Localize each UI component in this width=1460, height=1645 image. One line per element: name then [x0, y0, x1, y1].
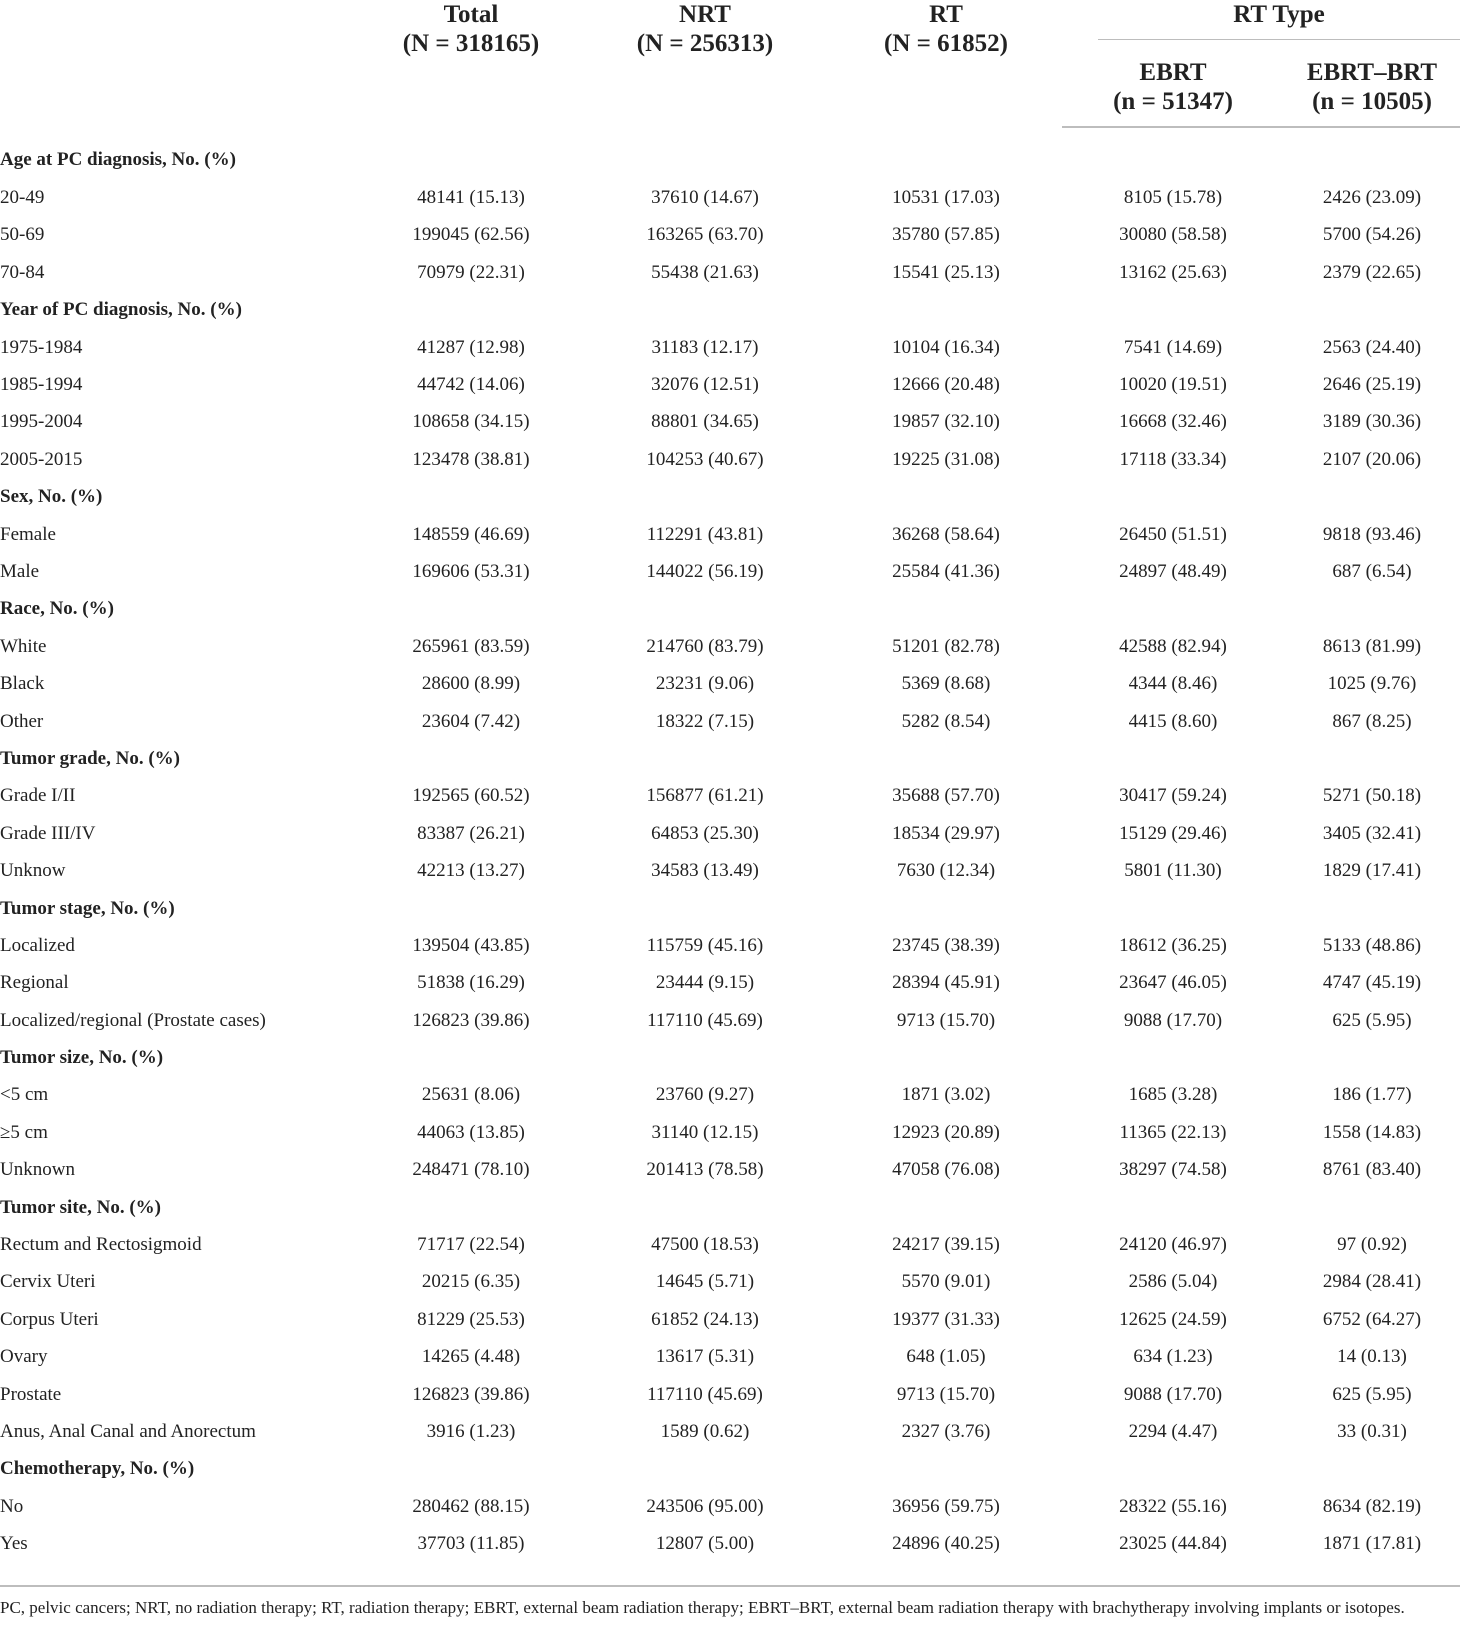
- rt-cell: 10104 (16.34): [892, 336, 1000, 358]
- table-row: [0, 927, 1460, 964]
- ebrt-cell: 24120 (46.97): [1119, 1234, 1227, 1256]
- nrt-cell: 23444 (9.15): [655, 972, 755, 994]
- total-cell: 148559 (46.69): [412, 523, 530, 545]
- ebrt-cell: [1062, 1189, 1284, 1226]
- row-label: No: [0, 1495, 24, 1517]
- header-ebrt-name: EBRT: [1139, 59, 1207, 86]
- row-label: Prostate: [0, 1383, 62, 1405]
- total-cell: [362, 890, 580, 927]
- section-header-row: [0, 1451, 1460, 1488]
- row-label: Anus, Anal Canal and Anorectum: [0, 1420, 256, 1442]
- total-cell: 126823 (39.86): [412, 1383, 530, 1405]
- nrt-cell: 115759 (45.16): [646, 934, 764, 956]
- table-row: [0, 441, 1460, 478]
- row-label: Localized/regional (Prostate cases): [0, 1009, 266, 1031]
- table-row: [0, 329, 1460, 366]
- header-blank: [0, 0, 362, 127]
- table-row: [0, 1525, 1460, 1562]
- section-header-row: [0, 740, 1460, 777]
- rt-cell: 10531 (17.03): [892, 187, 1000, 209]
- header-rt-n: (N = 61852): [884, 30, 1008, 57]
- section-label: Year of PC diagnosis, No. (%): [0, 299, 242, 321]
- total-cell: 70979 (22.31): [417, 261, 525, 283]
- header-nrt-name: NRT: [679, 1, 731, 28]
- rt-cell: 51201 (82.78): [892, 635, 1000, 657]
- total-cell: 3916 (1.23): [426, 1420, 516, 1442]
- rt-cell: 7630 (12.34): [896, 860, 996, 882]
- total-cell: [362, 1039, 580, 1076]
- total-cell: 108658 (34.15): [412, 411, 530, 433]
- rt-cell: 36956 (59.75): [892, 1495, 1000, 1517]
- row-label: Female: [0, 523, 56, 545]
- rt-cell: 9713 (15.70): [896, 1009, 996, 1031]
- total-cell: [362, 1451, 580, 1488]
- header-total-name: Total: [443, 1, 499, 28]
- nrt-cell: [580, 890, 830, 927]
- rt-cell: 36268 (58.64): [892, 523, 1000, 545]
- rt-cell: 648 (1.05): [906, 1346, 986, 1368]
- nrt-cell: 23231 (9.06): [655, 673, 755, 695]
- table-row: [0, 254, 1460, 291]
- ebrt-brt-cell: 5133 (48.86): [1322, 934, 1422, 956]
- rt-cell: [830, 1039, 1062, 1076]
- rt-cell: [830, 1189, 1062, 1226]
- row-label: 1985-1994: [0, 374, 83, 396]
- total-cell: 126823 (39.86): [412, 1009, 530, 1031]
- nrt-cell: 12807 (5.00): [655, 1533, 755, 1555]
- rt-cell: 47058 (76.08): [892, 1159, 1000, 1181]
- nrt-cell: 55438 (21.63): [651, 261, 759, 283]
- ebrt-cell: 10020 (19.51): [1119, 374, 1227, 396]
- table-row: [0, 628, 1460, 665]
- row-label: Grade I/II: [0, 785, 76, 807]
- row-label: Yes: [0, 1533, 28, 1555]
- row-label: Grade III/IV: [0, 822, 96, 844]
- ebrt-brt-cell: 625 (5.95): [1332, 1383, 1412, 1405]
- section-header-row: [0, 127, 1460, 179]
- nrt-cell: [580, 127, 830, 179]
- table-row: [0, 1339, 1460, 1376]
- rt-cell: [830, 127, 1062, 179]
- header-nrt: [580, 0, 830, 127]
- ebrt-cell: [1062, 890, 1284, 927]
- ebrt-cell: 4344 (8.46): [1128, 673, 1218, 695]
- table-row: [0, 366, 1460, 403]
- ebrt-cell: 2294 (4.47): [1128, 1420, 1218, 1442]
- ebrt-cell: 8105 (15.78): [1123, 187, 1223, 209]
- total-cell: [362, 591, 580, 628]
- rt-cell: 2327 (3.76): [901, 1420, 991, 1442]
- ebrt-brt-cell: [1284, 591, 1460, 628]
- nrt-cell: 61852 (24.13): [651, 1308, 759, 1330]
- rt-cell: [830, 890, 1062, 927]
- nrt-cell: 31140 (12.15): [651, 1121, 759, 1143]
- nrt-cell: 34583 (13.49): [651, 860, 759, 882]
- table-body: [0, 127, 1460, 1563]
- section-header-row: [0, 890, 1460, 927]
- section-label: Tumor size, No. (%): [0, 1047, 164, 1069]
- ebrt-brt-cell: 2379 (22.65): [1322, 261, 1422, 283]
- nrt-cell: 214760 (83.79): [646, 635, 764, 657]
- rt-cell: 24217 (39.15): [892, 1234, 1000, 1256]
- row-label: <5 cm: [0, 1084, 49, 1106]
- row-label: 70-84: [0, 261, 45, 283]
- rt-cell: 19857 (32.10): [892, 411, 1000, 433]
- ebrt-brt-cell: 8761 (83.40): [1322, 1159, 1422, 1181]
- table-row: [0, 778, 1460, 815]
- table-row: [0, 815, 1460, 852]
- footnote-text: PC, pelvic cancers; NRT, no radiation therapy; RT, radiation therapy; EBRT, external beam radiation therapy; EBRT–BRT, external beam radiation therapy with brachytherapy involving implants or isotopes.: [0, 1598, 1405, 1617]
- header-total-n: (N = 318165): [402, 30, 540, 57]
- ebrt-brt-cell: 625 (5.95): [1332, 1009, 1412, 1031]
- ebrt-cell: 23647 (46.05): [1119, 972, 1227, 994]
- ebrt-cell: [1062, 292, 1284, 329]
- ebrt-cell: 11365 (22.13): [1119, 1121, 1227, 1143]
- total-cell: 41287 (12.98): [417, 336, 525, 358]
- row-label: Rectum and Rectosigmoid: [0, 1234, 202, 1256]
- ebrt-brt-cell: 1829 (17.41): [1322, 860, 1422, 882]
- rt-cell: 19377 (31.33): [892, 1308, 1000, 1330]
- table-row: [0, 404, 1460, 441]
- table-row: [0, 553, 1460, 590]
- nrt-cell: 32076 (12.51): [651, 374, 759, 396]
- ebrt-brt-cell: [1284, 740, 1460, 777]
- rt-cell: 24896 (40.25): [892, 1533, 1000, 1555]
- section-header-row: [0, 1189, 1460, 1226]
- ebrt-cell: 28322 (55.16): [1119, 1495, 1227, 1517]
- total-cell: 169606 (53.31): [412, 560, 530, 582]
- ebrt-cell: 9088 (17.70): [1123, 1009, 1223, 1031]
- ebrt-brt-cell: [1284, 292, 1460, 329]
- rt-cell: [830, 1451, 1062, 1488]
- table-row: [0, 1264, 1460, 1301]
- row-label: 2005-2015: [0, 448, 83, 470]
- rt-cell: 5282 (8.54): [901, 710, 991, 732]
- nrt-cell: [580, 1189, 830, 1226]
- total-cell: 265961 (83.59): [412, 635, 530, 657]
- rt-cell: 12666 (20.48): [892, 374, 1000, 396]
- total-cell: 20215 (6.35): [421, 1271, 521, 1293]
- header-ebrt-brt-name: EBRT–BRT: [1306, 59, 1438, 86]
- ebrt-brt-cell: 6752 (64.27): [1322, 1308, 1422, 1330]
- total-cell: 280462 (88.15): [412, 1495, 530, 1517]
- total-cell: 248471 (78.10): [412, 1159, 530, 1181]
- ebrt-brt-cell: 8613 (81.99): [1322, 635, 1422, 657]
- total-cell: 83387 (26.21): [417, 822, 525, 844]
- row-label: Corpus Uteri: [0, 1308, 99, 1330]
- total-cell: [362, 479, 580, 516]
- table-header: [0, 0, 1460, 127]
- rt-cell: 35688 (57.70): [892, 785, 1000, 807]
- ebrt-brt-cell: [1284, 479, 1460, 516]
- ebrt-brt-cell: 1025 (9.76): [1327, 673, 1417, 695]
- row-label: 1995-2004: [0, 411, 83, 433]
- rt-cell: 1871 (3.02): [901, 1084, 991, 1106]
- nrt-cell: 144022 (56.19): [646, 560, 764, 582]
- ebrt-brt-cell: 1871 (17.81): [1322, 1533, 1422, 1555]
- section-label: Race, No. (%): [0, 598, 114, 620]
- rt-cell: [830, 292, 1062, 329]
- ebrt-brt-cell: 5700 (54.26): [1322, 224, 1422, 246]
- table-row: [0, 1152, 1460, 1189]
- ebrt-cell: [1062, 127, 1284, 179]
- ebrt-cell: 23025 (44.84): [1119, 1533, 1227, 1555]
- header-total: [362, 0, 580, 127]
- ebrt-cell: [1062, 591, 1284, 628]
- nrt-cell: 14645 (5.71): [655, 1271, 755, 1293]
- header-ebrt: [1062, 40, 1284, 127]
- ebrt-cell: 12625 (24.59): [1119, 1308, 1227, 1330]
- table-footnote: [0, 1585, 1460, 1618]
- total-cell: 23604 (7.42): [421, 710, 521, 732]
- ebrt-brt-cell: 8634 (82.19): [1322, 1495, 1422, 1517]
- table-row: [0, 1002, 1460, 1039]
- total-cell: 25631 (8.06): [421, 1084, 521, 1106]
- ebrt-brt-cell: 14 (0.13): [1337, 1346, 1407, 1368]
- ebrt-cell: [1062, 1451, 1284, 1488]
- row-label: Black: [0, 673, 45, 695]
- nrt-cell: 117110 (45.69): [647, 1009, 763, 1031]
- header-rt: [830, 0, 1062, 127]
- ebrt-cell: 17118 (33.34): [1119, 448, 1227, 470]
- nrt-cell: [580, 1451, 830, 1488]
- section-header-row: [0, 292, 1460, 329]
- row-label: Unknow: [0, 860, 66, 882]
- section-header-row: [0, 1039, 1460, 1076]
- table-row: [0, 852, 1460, 889]
- total-cell: 199045 (62.56): [412, 224, 530, 246]
- row-label: ≥5 cm: [0, 1121, 48, 1143]
- nrt-cell: 112291 (43.81): [646, 523, 764, 545]
- rt-cell: 5369 (8.68): [901, 673, 991, 695]
- ebrt-cell: 16668 (32.46): [1119, 411, 1227, 433]
- ebrt-brt-cell: 97 (0.92): [1337, 1234, 1407, 1256]
- total-cell: 37703 (11.85): [417, 1533, 525, 1555]
- header-ebrt-brt: [1284, 40, 1460, 127]
- ebrt-cell: 42588 (82.94): [1119, 635, 1227, 657]
- rt-cell: 35780 (57.85): [892, 224, 1000, 246]
- total-cell: 48141 (15.13): [417, 187, 525, 209]
- header-rt-name: RT: [929, 1, 963, 28]
- ebrt-brt-cell: 867 (8.25): [1332, 710, 1412, 732]
- total-cell: 44742 (14.06): [417, 374, 525, 396]
- table-row: [0, 217, 1460, 254]
- nrt-cell: 163265 (63.70): [646, 224, 764, 246]
- section-label: Sex, No. (%): [0, 486, 103, 508]
- ebrt-brt-cell: [1284, 1039, 1460, 1076]
- row-label: Unknown: [0, 1159, 75, 1181]
- row-label: Regional: [0, 972, 69, 994]
- nrt-cell: 64853 (25.30): [651, 822, 759, 844]
- table-row: [0, 703, 1460, 740]
- nrt-cell: [580, 1039, 830, 1076]
- nrt-cell: [580, 591, 830, 628]
- total-cell: [362, 740, 580, 777]
- ebrt-brt-cell: 2426 (23.09): [1322, 187, 1422, 209]
- rt-cell: [830, 591, 1062, 628]
- row-label: 50-69: [0, 224, 45, 246]
- nrt-cell: [580, 292, 830, 329]
- nrt-cell: 47500 (18.53): [651, 1234, 759, 1256]
- ebrt-brt-cell: 186 (1.77): [1332, 1084, 1412, 1106]
- rt-cell: 18534 (29.97): [892, 822, 1000, 844]
- nrt-cell: 37610 (14.67): [651, 187, 759, 209]
- nrt-cell: 201413 (78.58): [646, 1159, 764, 1181]
- rt-cell: 9713 (15.70): [896, 1383, 996, 1405]
- total-cell: 139504 (43.85): [412, 934, 530, 956]
- section-label: Tumor site, No. (%): [0, 1196, 161, 1218]
- rt-cell: 28394 (45.91): [892, 972, 1000, 994]
- row-label: White: [0, 635, 47, 657]
- ebrt-brt-cell: [1284, 127, 1460, 179]
- table-row: [0, 1077, 1460, 1114]
- total-cell: 123478 (38.81): [412, 448, 530, 470]
- ebrt-cell: 7541 (14.69): [1123, 336, 1223, 358]
- total-cell: [362, 292, 580, 329]
- total-cell: 42213 (13.27): [417, 860, 525, 882]
- ebrt-cell: 13162 (25.63): [1119, 261, 1227, 283]
- ebrt-cell: 30417 (59.24): [1119, 785, 1227, 807]
- nrt-cell: 18322 (7.15): [655, 710, 755, 732]
- nrt-cell: 104253 (40.67): [646, 448, 764, 470]
- ebrt-brt-cell: 4747 (45.19): [1322, 972, 1422, 994]
- ebrt-brt-cell: 3405 (32.41): [1322, 822, 1422, 844]
- rt-cell: 25584 (41.36): [892, 560, 1000, 582]
- nrt-cell: 117110 (45.69): [647, 1383, 763, 1405]
- section-label: Tumor stage, No. (%): [0, 897, 175, 919]
- table-row: [0, 1413, 1460, 1450]
- total-cell: 51838 (16.29): [417, 972, 525, 994]
- row-label: Ovary: [0, 1346, 48, 1368]
- total-cell: 192565 (60.52): [412, 785, 530, 807]
- section-header-row: [0, 591, 1460, 628]
- nrt-cell: [580, 740, 830, 777]
- ebrt-cell: 24897 (48.49): [1119, 560, 1227, 582]
- table-row: [0, 1114, 1460, 1151]
- header-ebrt-n: (n = 51347): [1113, 88, 1233, 115]
- rt-cell: [830, 740, 1062, 777]
- table-row: [0, 665, 1460, 702]
- ebrt-brt-cell: 33 (0.31): [1337, 1420, 1407, 1442]
- nrt-cell: [580, 479, 830, 516]
- ebrt-brt-cell: 2646 (25.19): [1322, 374, 1422, 396]
- table-row: [0, 516, 1460, 553]
- row-label: Other: [0, 710, 44, 732]
- total-cell: 81229 (25.53): [417, 1308, 525, 1330]
- ebrt-brt-cell: 687 (6.54): [1332, 560, 1412, 582]
- rt-cell: [830, 479, 1062, 516]
- header-rt-type-label: RT Type: [1098, 0, 1460, 40]
- ebrt-brt-cell: 2563 (24.40): [1322, 336, 1422, 358]
- table-row: [0, 965, 1460, 1002]
- ebrt-cell: [1062, 479, 1284, 516]
- nrt-cell: 156877 (61.21): [646, 785, 764, 807]
- ebrt-brt-cell: 5271 (50.18): [1322, 785, 1422, 807]
- rt-cell: 19225 (31.08): [892, 448, 1000, 470]
- section-header-row: [0, 479, 1460, 516]
- table-row: [0, 1301, 1460, 1338]
- ebrt-cell: 18612 (36.25): [1119, 934, 1227, 956]
- header-rt-type: [1062, 0, 1460, 40]
- total-cell: 71717 (22.54): [417, 1234, 525, 1256]
- rt-cell: 5570 (9.01): [901, 1271, 991, 1293]
- nrt-cell: 31183 (12.17): [651, 336, 759, 358]
- row-label: 1975-1984: [0, 336, 83, 358]
- table-row: [0, 1226, 1460, 1263]
- rt-cell: 15541 (25.13): [892, 261, 1000, 283]
- ebrt-brt-cell: [1284, 890, 1460, 927]
- ebrt-cell: 4415 (8.60): [1128, 710, 1218, 732]
- ebrt-brt-cell: [1284, 1189, 1460, 1226]
- ebrt-brt-cell: 3189 (30.36): [1322, 411, 1422, 433]
- ebrt-brt-cell: 9818 (93.46): [1322, 523, 1422, 545]
- row-label: Male: [0, 560, 40, 582]
- section-label: Tumor grade, No. (%): [0, 747, 180, 769]
- ebrt-cell: 5801 (11.30): [1124, 860, 1222, 882]
- ebrt-cell: 1685 (3.28): [1128, 1084, 1218, 1106]
- ebrt-cell: 634 (1.23): [1133, 1346, 1213, 1368]
- header-ebrt-brt-n: (n = 10505): [1312, 88, 1432, 115]
- section-label: Age at PC diagnosis, No. (%): [0, 149, 236, 171]
- ebrt-cell: [1062, 1039, 1284, 1076]
- section-label: Chemotherapy, No. (%): [0, 1458, 195, 1480]
- nrt-cell: 13617 (5.31): [655, 1346, 755, 1368]
- row-label: Cervix Uteri: [0, 1271, 96, 1293]
- header-nrt-n: (N = 256313): [636, 30, 774, 57]
- row-label: 20-49: [0, 187, 45, 209]
- ebrt-cell: 38297 (74.58): [1119, 1159, 1227, 1181]
- ebrt-cell: 15129 (29.46): [1119, 822, 1227, 844]
- ebrt-brt-cell: 2984 (28.41): [1322, 1271, 1422, 1293]
- ebrt-cell: 9088 (17.70): [1123, 1383, 1223, 1405]
- ebrt-cell: 30080 (58.58): [1119, 224, 1227, 246]
- ebrt-cell: 2586 (5.04): [1128, 1271, 1218, 1293]
- ebrt-cell: [1062, 740, 1284, 777]
- ebrt-brt-cell: [1284, 1451, 1460, 1488]
- row-label: Localized: [0, 934, 75, 956]
- total-cell: 28600 (8.99): [421, 673, 521, 695]
- total-cell: [362, 127, 580, 179]
- table-row: [0, 1488, 1460, 1525]
- table-row: [0, 1376, 1460, 1413]
- ebrt-brt-cell: 2107 (20.06): [1322, 448, 1422, 470]
- rt-cell: 23745 (38.39): [892, 934, 1000, 956]
- ebrt-brt-cell: 1558 (14.83): [1322, 1121, 1422, 1143]
- rt-cell: 12923 (20.89): [892, 1121, 1000, 1143]
- total-cell: 14265 (4.48): [421, 1346, 521, 1368]
- nrt-cell: 1589 (0.62): [660, 1420, 750, 1442]
- table-row: [0, 179, 1460, 216]
- nrt-cell: 243506 (95.00): [646, 1495, 764, 1517]
- nrt-cell: 23760 (9.27): [655, 1084, 755, 1106]
- total-cell: [362, 1189, 580, 1226]
- nrt-cell: 88801 (34.65): [651, 411, 759, 433]
- total-cell: 44063 (13.85): [417, 1121, 525, 1143]
- ebrt-cell: 26450 (51.51): [1119, 523, 1227, 545]
